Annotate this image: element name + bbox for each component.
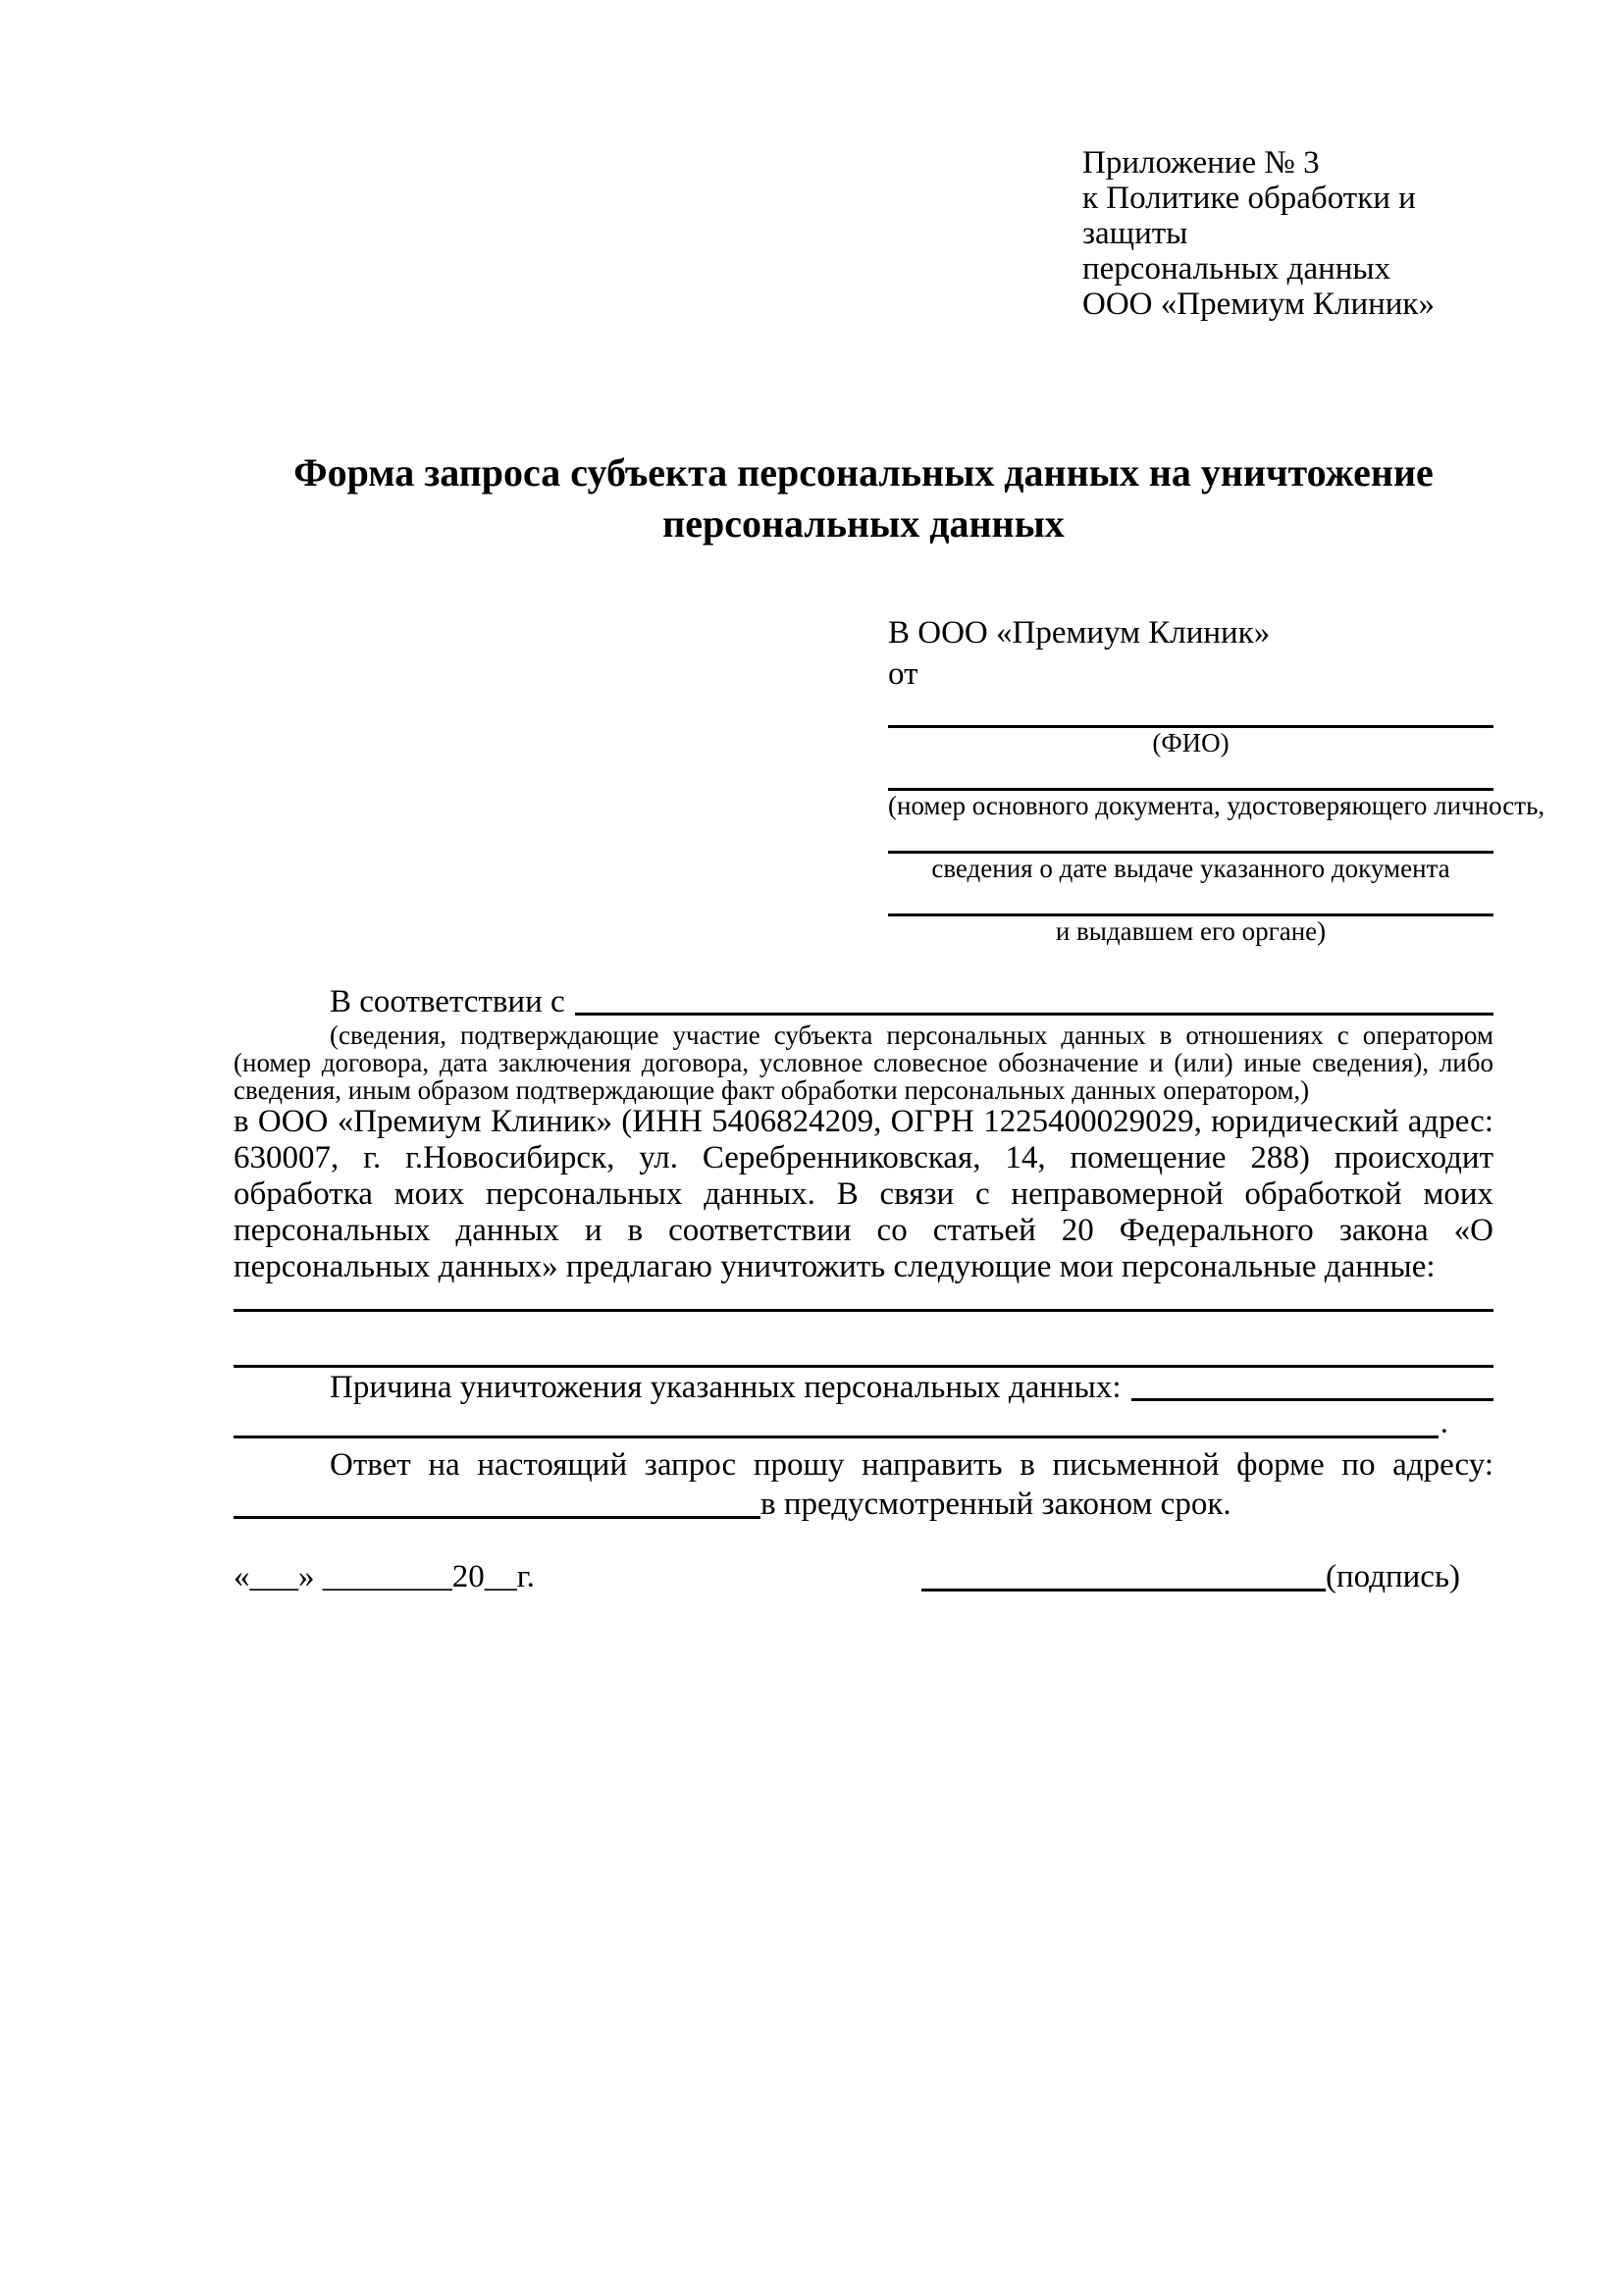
appendix-header [1082,145,1493,322]
appendix-line-number: Приложение № 3 [1082,145,1320,181]
reason-write-line-2 [234,1435,1439,1438]
appendix-line-policy: к Политике обработки и защиты [1082,181,1416,251]
document-number-field [888,757,1545,820]
data-to-destroy-write-line-1 [234,1285,1493,1312]
signature-write-line [921,1589,1326,1592]
appendix-line-personal-data: персональных данных [1082,251,1391,287]
fio-field [888,695,1493,757]
reason-continuation-row [234,1407,1493,1438]
date-signature-row [234,1556,1493,1597]
addressee-to: В ООО «Премиум Клиник» [888,615,1271,651]
document-number-caption: (номер основного документа, удостоверяющего личность, [888,791,1545,820]
issuing-authority-write-line [888,883,1493,916]
reason-write-line [1131,1398,1493,1401]
data-to-destroy-write-line-2 [234,1312,1493,1368]
fio-caption: (ФИО) [1152,728,1230,757]
page-title: Форма запроса субъекта персональных данных на уничтожение персональных данных [293,450,1434,546]
accordance-row [234,982,1493,1021]
main-paragraph: в ООО «Премиум Клиник» (ИНН 5406824209, ОГРН 1225400029029, юридический адрес: 630007, г. г.Новосибирск, ул. Серебренниковская, 14, помещение 288) происходит обработка моих персональных данных. В связи с неправомерной обработкой моих персональных данных и в соответствии со статьей 20 Федерального закона «О персональных данных» предлагаю уничтожить следующие мои персональные данные: [234,1104,1493,1284]
appendix-line-company: ООО «Премиум Клиник» [1082,287,1435,322]
issue-date-caption: сведения о дате выдаче указанного документа [931,854,1450,883]
document-number-write-line [888,757,1493,791]
issuing-authority-caption: и выдавшем его органе) [1055,916,1327,946]
reason-label: Причина уничтожения указанных персональных данных: [330,1370,1122,1405]
fio-write-line [888,695,1493,728]
signature-group [921,1556,1460,1597]
issue-date-write-line [888,820,1493,854]
reason-row [234,1368,1493,1407]
addressee-from-label: от [888,656,918,692]
issue-date-field [888,820,1493,883]
accordance-write-line [575,1013,1493,1016]
reply-sentence-line2 [234,1485,1493,1524]
reply-sentence-suffix: в предусмотренный законом срок. [760,1487,1231,1522]
reply-sentence-line1: Ответ на настоящий запрос прошу направить в письменной форме по адресу: [330,1447,1493,1483]
issuing-authority-field [888,883,1493,946]
accordance-label: В соответствии с [330,984,565,1019]
reply-address-write-line [234,1516,760,1519]
signature-caption: (подпись) [1326,1559,1460,1594]
reason-line-period: . [1440,1405,1448,1440]
accordance-footnote: (сведения, подтверждающие участие субъекта персональных данных в отношениях с оператором (номер договора, дата заключения договора, условное словесное обозначение и (или) иные сведения), либо сведения, иным образом подтверждающие факт обработки персональных данных оператором,) [234,1020,1493,1105]
date-placeholder: «___» ________20__г. [234,1559,535,1594]
addressee-block [888,612,1545,946]
